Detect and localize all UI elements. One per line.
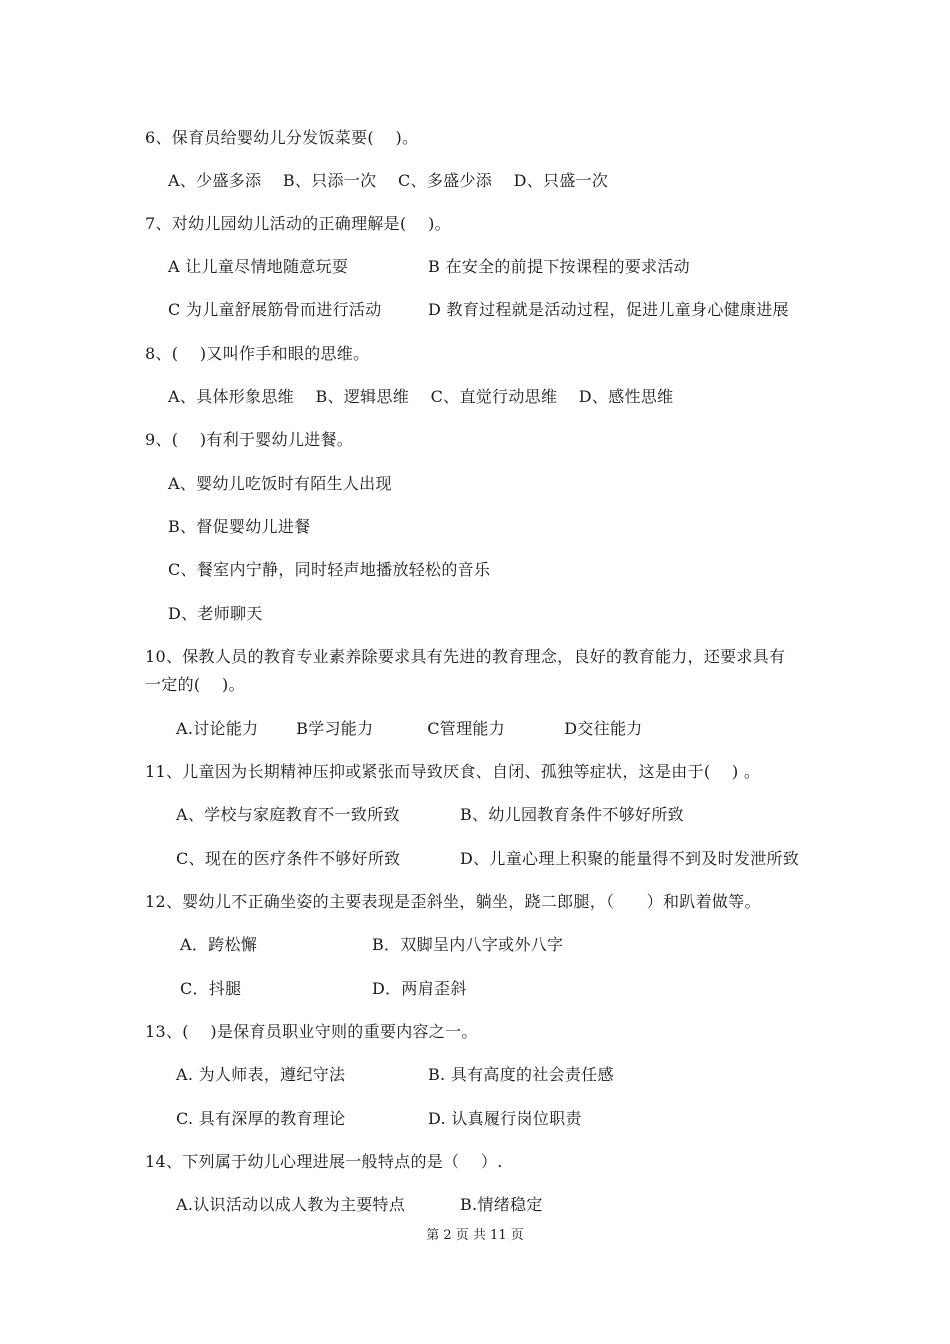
question-11-option-a: A、学校与家庭教育不一致所致 — [176, 805, 400, 824]
question-8-stem: 8、( )又叫作手和眼的思维。 — [145, 344, 370, 363]
question-7-option-b: B 在安全的前提下按课程的要求活动 — [428, 257, 690, 276]
question-13-option-c: C. 具有深厚的教育理论 — [176, 1109, 346, 1128]
question-7-option-c: C 为儿童舒展筋骨而进行活动 — [168, 300, 382, 319]
question-12-stem: 12、婴幼儿不正确坐姿的主要表现是歪斜坐，躺坐，跷二郎腿，（ ）和趴着做等。 — [145, 892, 761, 911]
question-12-option-c: C．抖腿 — [180, 979, 242, 998]
question-10-options: A.讨论能力 B学习能力 C管理能力 D交往能力 — [176, 719, 643, 738]
question-6-options: A、少盛多添 B、只添一次 C、多盛少添 D、只盛一次 — [168, 171, 609, 190]
question-14-option-b: B.情绪稳定 — [460, 1195, 543, 1214]
question-11-option-b: B、幼儿园教育条件不够好所致 — [460, 805, 684, 824]
question-12-option-d: D．两肩歪斜 — [372, 979, 467, 998]
question-7-option-a: A 让儿童尽情地随意玩耍 — [168, 257, 349, 276]
page-footer: 第 2 页 共 11 页 — [426, 1228, 524, 1243]
question-11-option-d: D、儿童心理上积聚的能量得不到及时发泄所致 — [460, 849, 800, 868]
question-11-option-c: C、现在的医疗条件不够好所致 — [176, 849, 401, 868]
question-13-stem: 13、( )是保育员职业守则的重要内容之一。 — [145, 1022, 478, 1041]
question-12-option-a: A．跨松懈 — [180, 935, 258, 954]
question-9-option-d: D、老师聊天 — [168, 604, 263, 623]
question-8-options: A、具体形象思维 B、逻辑思维 C、直觉行动思维 D、感性思维 — [168, 387, 674, 406]
question-11-stem: 11、儿童因为长期精神压抑或紧张而导致厌食、自闭、孤独等症状，这是由于( ) 。 — [145, 762, 761, 781]
question-10-stem-line-1: 10、保教人员的教育专业素养除要求具有先进的教育理念，良好的教育能力，还要求具有 — [145, 647, 786, 666]
question-14-stem: 14、下列属于幼儿心理进展一般特点的是（ ）. — [145, 1152, 503, 1171]
question-7-stem: 7、对幼儿园幼儿活动的正确理解是( )。 — [145, 214, 451, 233]
question-10-stem-line-2: 一定的( )。 — [145, 675, 245, 694]
question-13-option-a: A. 为人师表，遵纪守法 — [176, 1065, 346, 1084]
question-14-option-a: A.认识活动以成人教为主要特点 — [176, 1195, 406, 1214]
question-12-option-b: B．双脚呈内八字或外八字 — [372, 935, 564, 954]
question-9-option-c: C、餐室内宁静，同时轻声地播放轻松的音乐 — [168, 560, 491, 579]
question-13-option-d: D. 认真履行岗位职责 — [428, 1109, 582, 1128]
question-13-option-b: B. 具有高度的社会责任感 — [428, 1065, 614, 1084]
question-9-stem: 9、( )有利于婴幼儿进餐。 — [145, 430, 354, 449]
question-9-option-a: A、婴幼儿吃饭时有陌生人出现 — [168, 474, 392, 493]
question-9-option-b: B、督促婴幼儿进餐 — [168, 517, 311, 536]
question-7-option-d: D 教育过程就是活动过程，促进儿童身心健康进展 — [428, 300, 789, 319]
question-6-stem: 6、保育员给婴幼儿分发饭菜要( )。 — [145, 128, 419, 147]
